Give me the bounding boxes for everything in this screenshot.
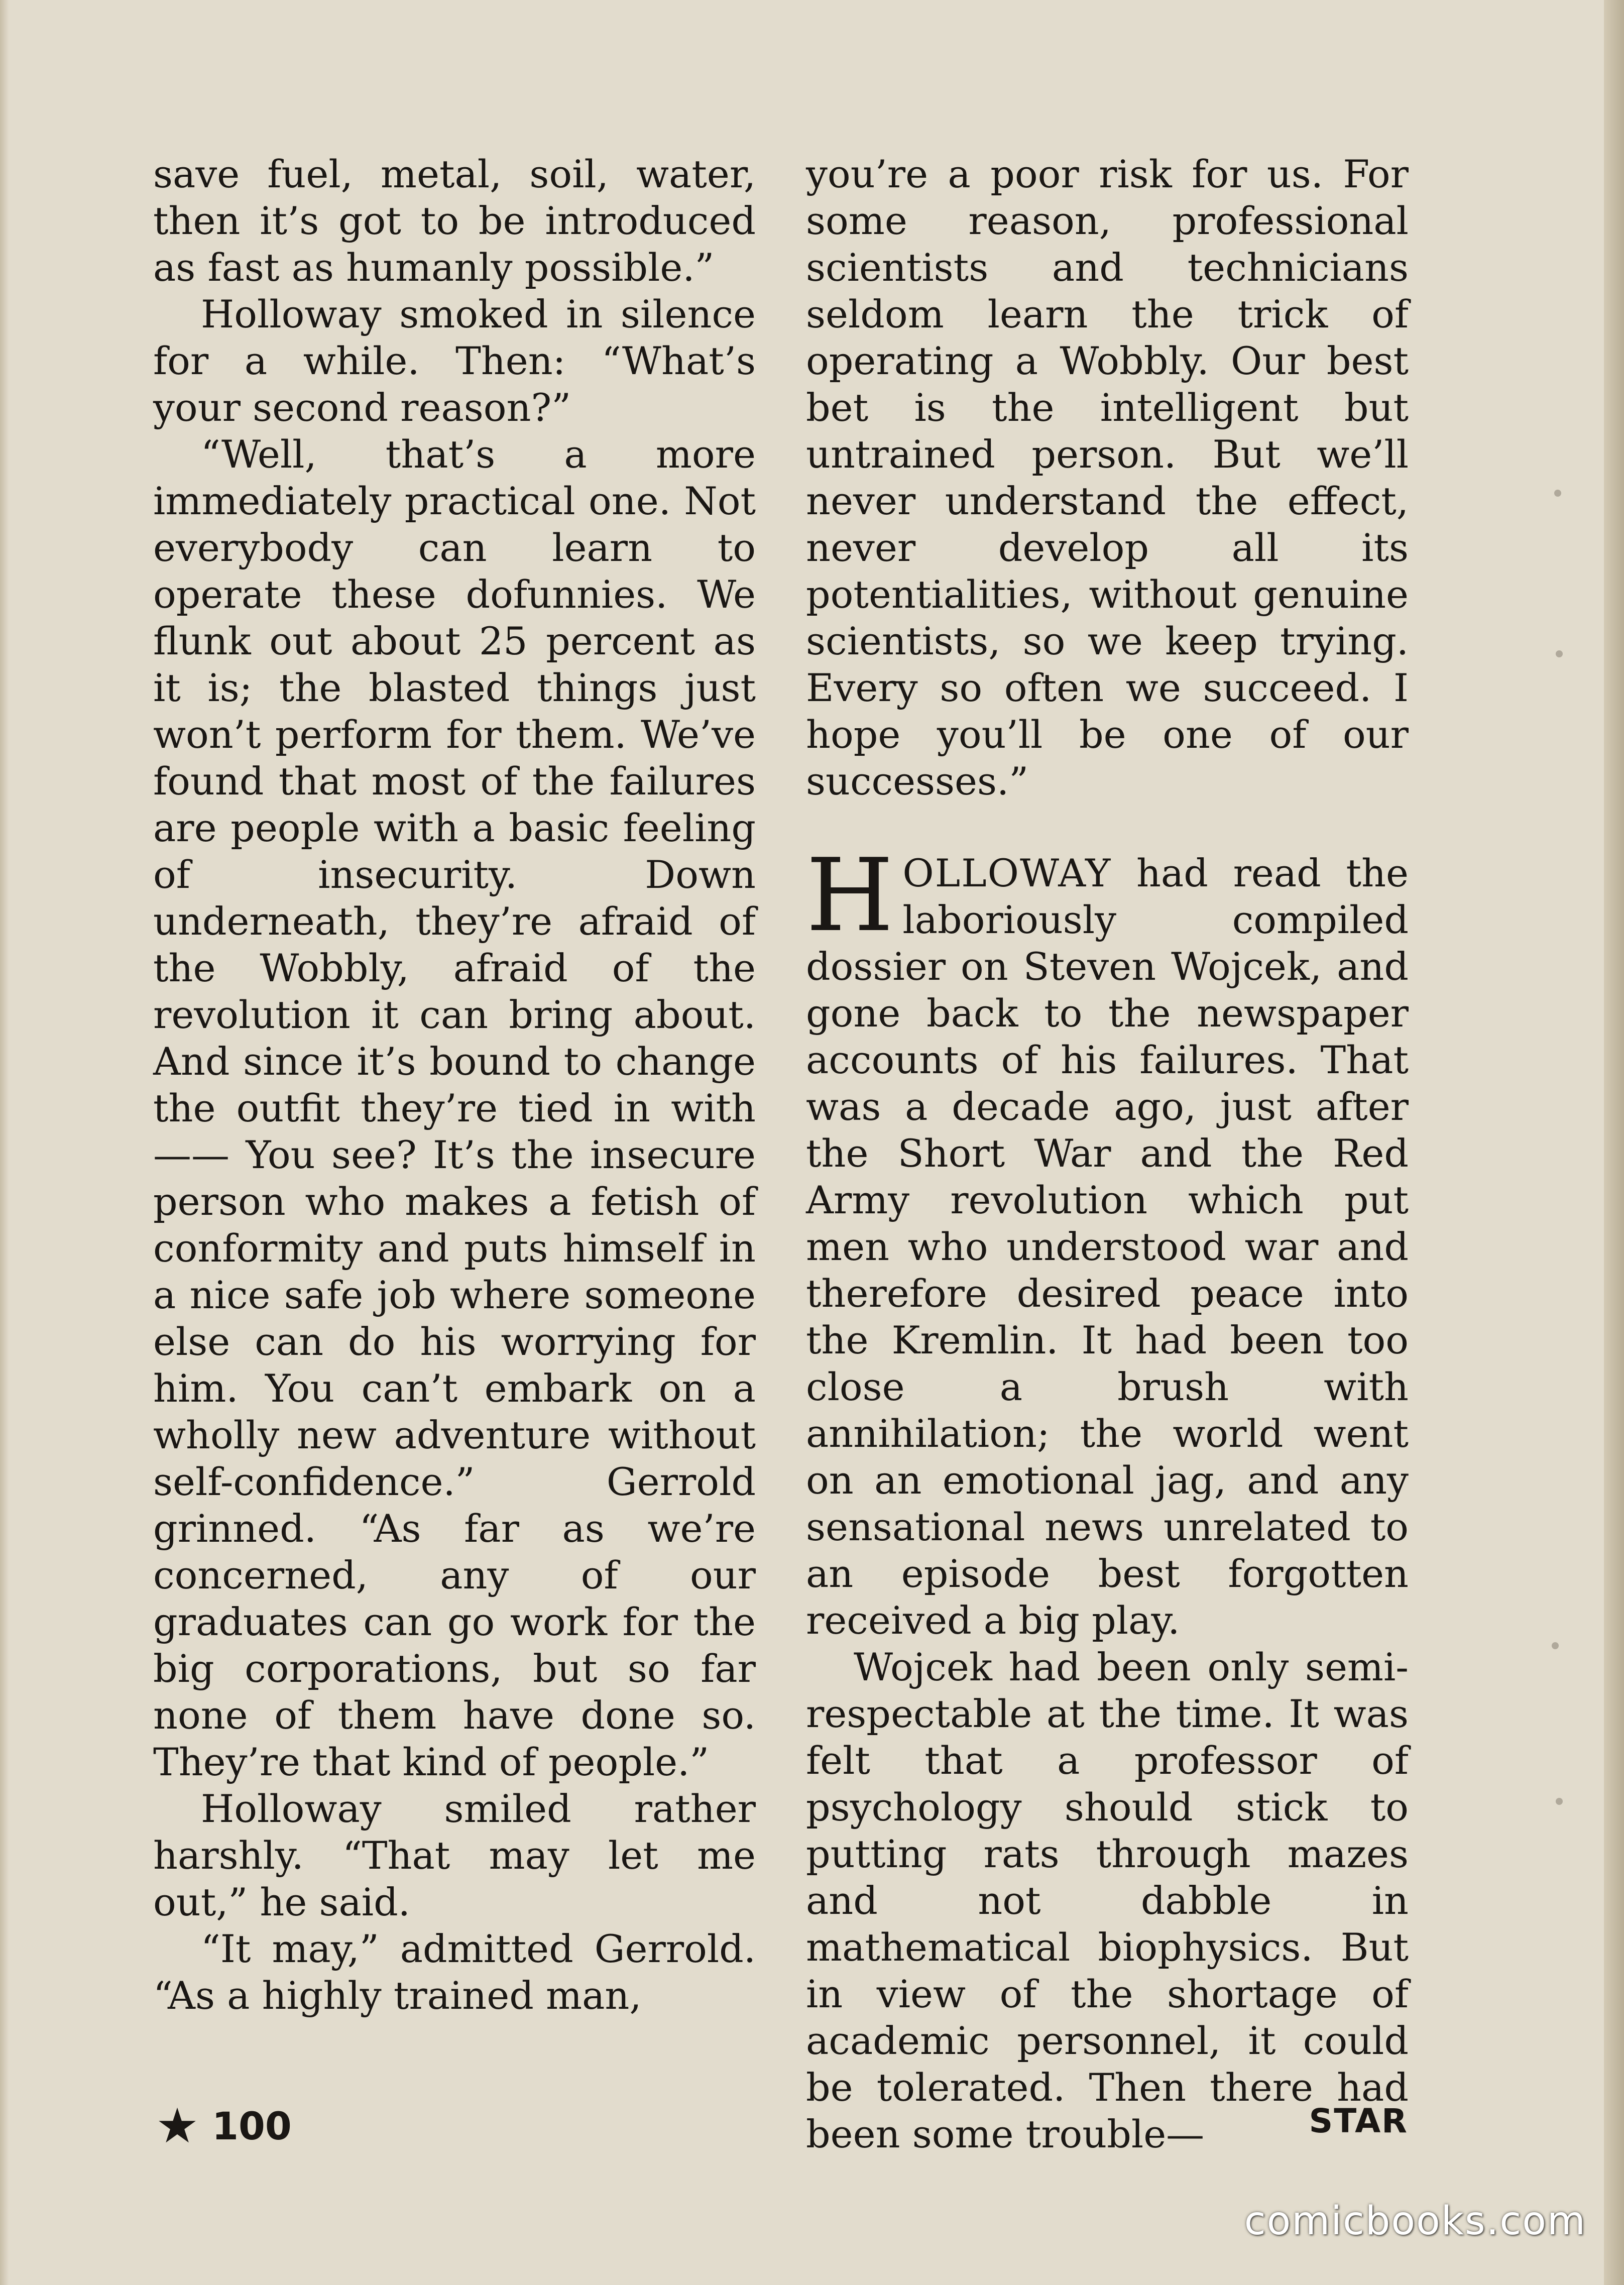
page-number: 100	[212, 2103, 292, 2148]
paragraph: “Well, that’s a more immediately practical one. Not everybody can learn to operate these dofunnies. We flunk out about 25 percent as it is; the blasted things just won’t perform for them. We’ve found that most of the failures are people with a basic feeling of insecurity. Down underneath, they’re afraid of the Wobbly, afraid of the revolution it can bring about. And since it’s bound to change the outfit they’re tied in with—— You see? It’s the insecure person who makes a fetish of conformity and puts himself in a nice safe job where someone else can do his worrying for him. You can’t embark on a wholly new adventure without self-confidence.” Gerrold grinned. “As far as we’re concerned, any of our graduates can go work for the big corporations, but so far none of them have done so. They’re that kind of people.”	[153, 432, 756, 1784]
magazine-title: STAR	[1309, 2102, 1408, 2140]
page-left-edge	[0, 0, 9, 2285]
paragraph: Holloway smoked in silence for a while. Then: “What’s your second reason?”	[153, 292, 756, 430]
right-text-column	[806, 151, 1409, 2157]
paragraph-continuation: save fuel, metal, soil, water, then it’s got to be introduced as fast as humanly possible.”	[153, 152, 756, 290]
paper-speck	[1556, 650, 1563, 657]
paragraph: Wojcek had been only semi-respectable at the time. It was felt that a professor of psychology should stick to putting rats through mazes and not dabble in mathematical biophysics. But in view of the shortage of academic personnel, it could be tolerated. Then there had been some trouble—	[806, 1645, 1409, 2156]
page-folio	[156, 2098, 292, 2154]
paragraph: Holloway smiled rather harshly. “That may let me out,” he said.	[153, 1786, 756, 1924]
section-text: had read the laboriously compiled dossier on Steven Wojcek, and gone back to the newspaper accounts of his failures. That was a decade ago, just after the Short War and the Red Army revolution which put men who understood war and therefore desired peace into the Kremlin. It had been too close a brush with annihilation; the world went on an emotional jag, and any sensational news unrelated to an episode best forgotten received a big play.	[806, 851, 1409, 1643]
paragraph: “It may,” admitted Gerrold. “As a highly trained man,	[153, 1926, 756, 2018]
paper-speck	[1556, 1798, 1563, 1805]
section-smallcaps: OLLOWAY	[902, 851, 1112, 895]
page-right-edge	[1604, 0, 1624, 2285]
star-icon: ★	[156, 2098, 199, 2154]
drop-cap: H	[806, 837, 894, 954]
paragraph-continuation: you’re a poor risk for us. For some reason, professional scientists and technicians seldom learn the trick of operating a Wobbly. Our best bet is the intelligent but untrained person. But we’ll never understand the effect, never develop all its potentialities, without genuine scientists, so we keep trying. Every so often we succeed. I hope you’ll be one of our successes.”	[806, 152, 1409, 804]
left-text-column	[153, 151, 756, 2019]
section-opening-paragraph	[806, 837, 1409, 1644]
paper-speck	[1554, 490, 1561, 497]
paper-speck	[1552, 1642, 1559, 1649]
watermark: comicbooks.com	[1244, 2199, 1586, 2244]
